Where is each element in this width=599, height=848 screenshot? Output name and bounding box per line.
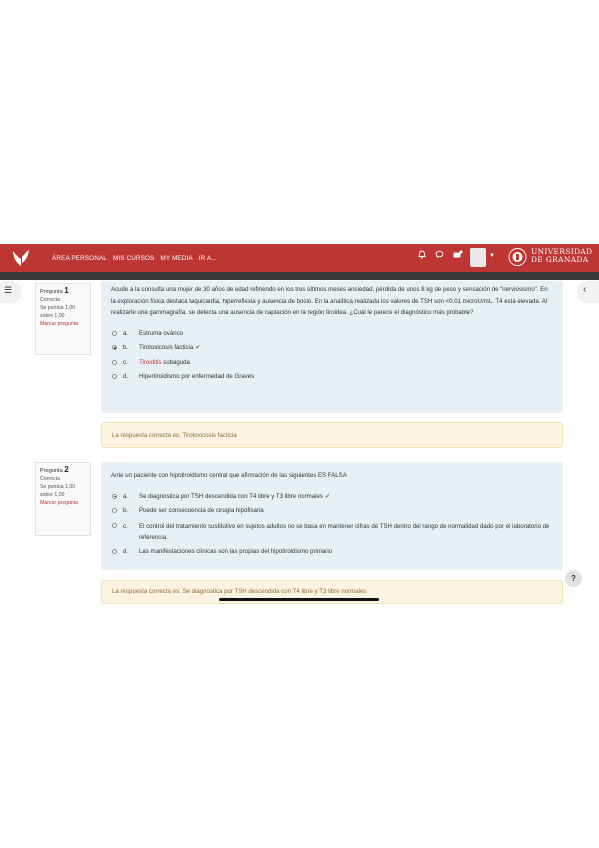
answer-option-d[interactable]: d. Las manifestaciones clínicas son las propias del hipotiroidismo primario: [111, 545, 553, 560]
question-info-1: [35, 283, 91, 355]
answer-option-a[interactable]: a. Estruma ovárico: [111, 327, 553, 342]
answer-option-b[interactable]: b. Tirotoxicosis facticia ✔: [111, 341, 553, 356]
radio-button-selected[interactable]: [112, 494, 117, 499]
radio-button[interactable]: [112, 523, 117, 528]
chat-icon[interactable]: [435, 250, 444, 259]
university-line-2: DE GRANADA: [531, 255, 589, 264]
chevron-left-icon: ‹: [583, 284, 587, 295]
nav-link-my-media[interactable]: MY MEDIA: [160, 254, 193, 262]
question-content-1: [101, 281, 563, 413]
nav-links: [52, 244, 217, 272]
radio-button[interactable]: [112, 508, 117, 513]
answer-option-d[interactable]: d. Hipertiroidismo por enfermedad de Graves: [111, 370, 553, 385]
answer-option-c[interactable]: c. El control del tratamiento sustitutivo en sujetos adultos no se basa en mantener cifras de TSH dentro del rango de normalidad dado por el laboratorio de referencia.: [111, 519, 553, 545]
radio-button[interactable]: [112, 549, 117, 554]
home-indicator: [219, 598, 379, 601]
avatar[interactable]: [470, 248, 486, 267]
secondary-bar: [0, 272, 599, 280]
help-button[interactable]: ?: [565, 570, 582, 587]
highlighted-term: Tiroiditis: [139, 358, 162, 366]
checkmark-icon: ✔: [195, 344, 201, 351]
question-text: Ante un paciente con hipotiroidismo central que afirmación de las siguientes ES FALSA: [111, 472, 347, 479]
feedback-1: La respuesta correcta es: Tirotoxicosis facticia: [101, 422, 563, 448]
university-name: [531, 248, 592, 264]
bell-icon[interactable]: [418, 250, 426, 259]
checkmark-icon: ✔: [324, 492, 331, 500]
radio-button[interactable]: [112, 360, 117, 365]
university-line-1: UNIVERSIDAD: [531, 247, 593, 256]
question-score: Se puntúa 1,00 sobre 1,00: [40, 484, 76, 498]
nav-link-ir-a[interactable]: IR A...: [198, 254, 217, 262]
radio-button[interactable]: [112, 331, 117, 336]
radio-button-selected[interactable]: [112, 345, 117, 350]
question-text: Acude a la consulta una mujer de 30 años de edad refiriendo en los tres últimos meses ansiedad, pérdida de unos 8 kg de peso y sensación de “nerviosismo”. En la exploración física destaca taquicardia, hiperreflexia y ausencia de bocio. En la analítica realizada los valores de TSH son <0.01 microU/mL. T4 está elevada. Al realizarle una gammagrafía, se detecta una ausencia de captación en la región tiroidea. ¿Cuál le parece el diagnóstico más probable?: [111, 286, 548, 316]
nav-link-mis-cursos[interactable]: MIS CURSOS: [112, 254, 155, 262]
answer-option-b[interactable]: b. Puede ser consecuencia de cirugía hipofisaria: [111, 504, 553, 519]
chevron-down-icon[interactable]: ▼: [489, 253, 495, 259]
hamburger-icon: ☰: [4, 285, 13, 295]
question-content-2: [101, 462, 563, 570]
flag-question-link[interactable]: Marcar pregunta: [40, 500, 79, 506]
leaf-logo-icon[interactable]: [10, 247, 32, 269]
question-number: Pregunta 2: [40, 465, 69, 474]
radio-button[interactable]: [112, 374, 117, 379]
question-status: Correcta: [40, 297, 60, 303]
nav-link-area-personal[interactable]: ÁREA PERSONAL: [52, 254, 107, 262]
feedback-2: La respuesta correcta es: Se diagnostica por TSH descendida con T4 libre y T3 libre normales: [101, 580, 563, 604]
nav-icons: [418, 250, 463, 259]
university-seal-icon: [508, 246, 527, 268]
flag-question-link[interactable]: Marcar pregunta: [40, 321, 79, 327]
answer-option-a[interactable]: a. Se diagnostica por TSH descendida con T4 libre y T3 libre normales ✔: [111, 490, 553, 505]
drawer-toggle-button[interactable]: [0, 281, 22, 303]
question-info-2: [35, 462, 91, 536]
toggle-icon[interactable]: [453, 250, 463, 259]
question-number: Pregunta 1: [40, 286, 69, 295]
collapse-block-button[interactable]: [577, 281, 599, 303]
question-status: Correcta: [40, 476, 60, 482]
question-score: Se puntúa 1,00 sobre 1,00: [40, 305, 76, 319]
answer-option-c[interactable]: c. Tiroiditis subaguda: [111, 356, 553, 371]
